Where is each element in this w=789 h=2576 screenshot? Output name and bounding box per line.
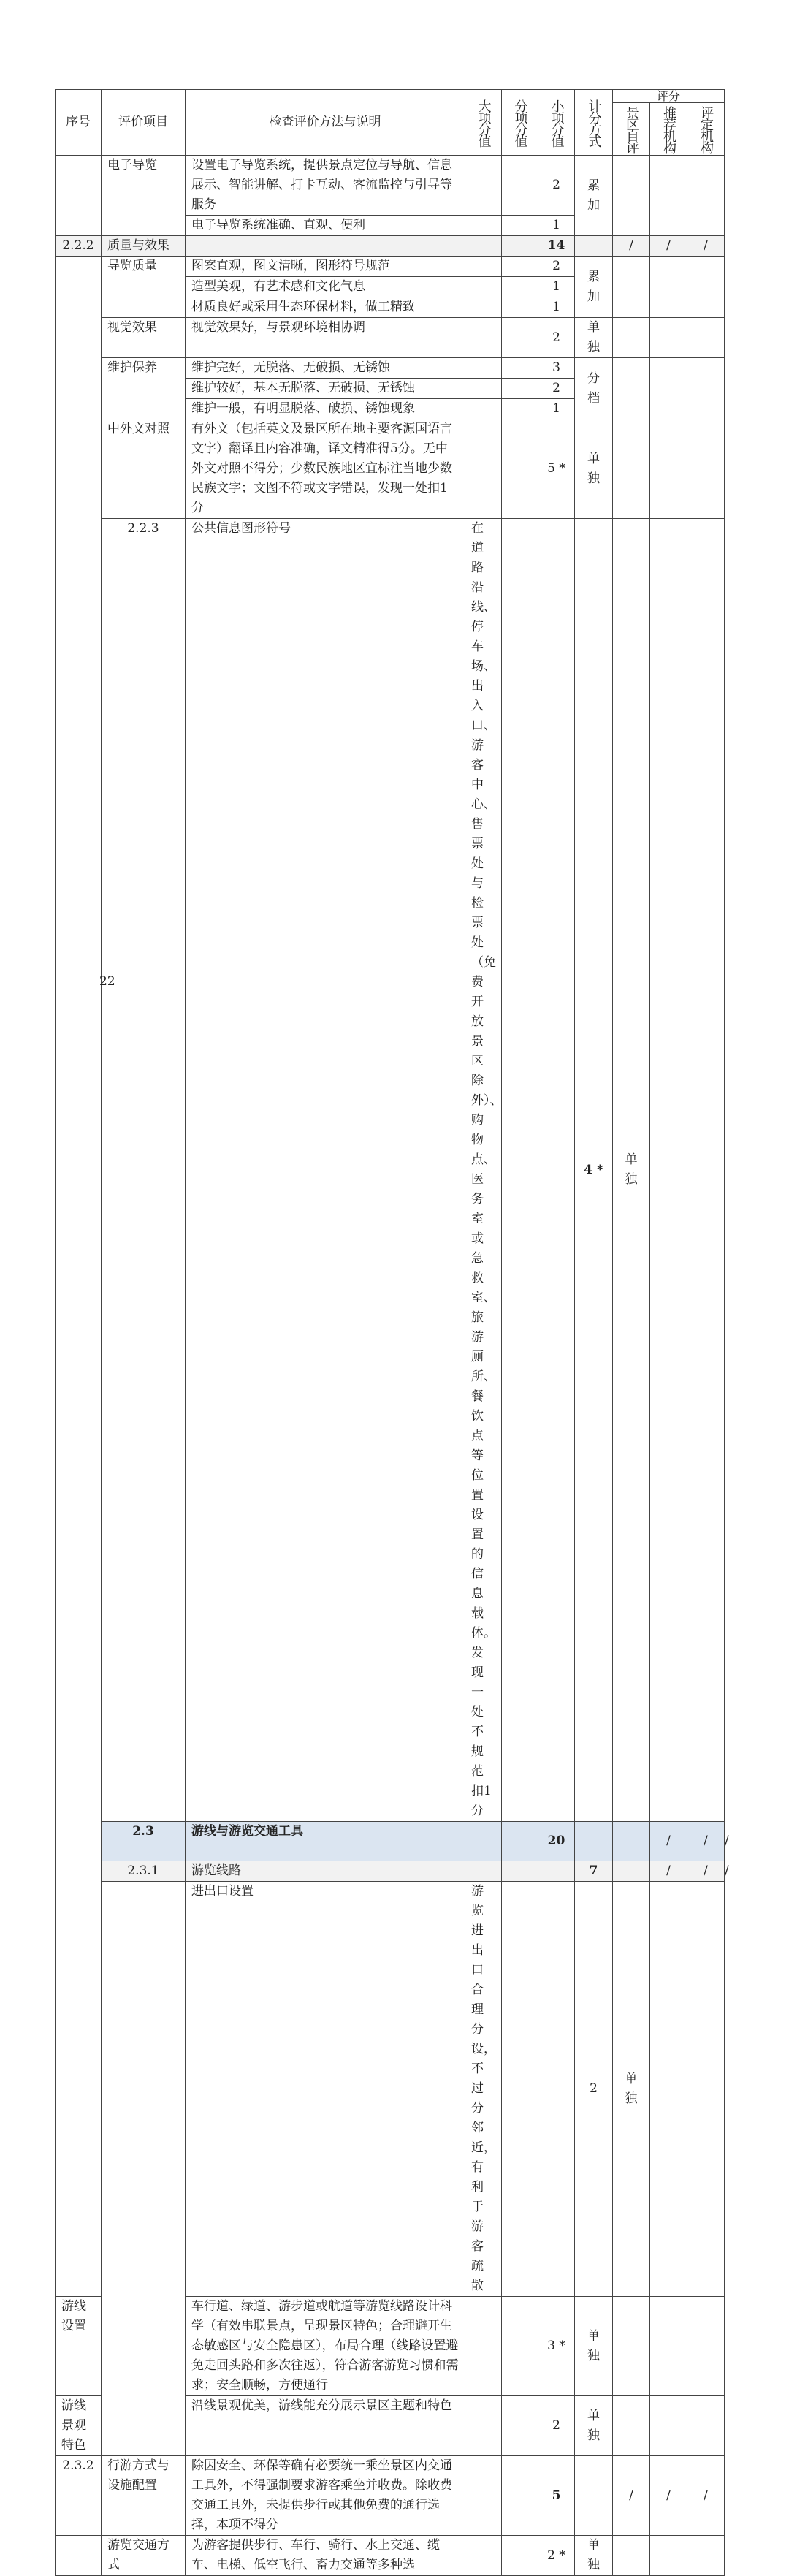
calc-method: 单独 [575, 2297, 613, 2396]
page-number: 22 [99, 974, 115, 989]
table-row: 2.3 游线与游览交通工具 20 / / / [56, 1822, 725, 1861]
header-sub-score: 分项分值 [502, 90, 538, 156]
small-score: 2 [575, 1882, 613, 2297]
small-score: 2 * [538, 2536, 575, 2576]
small-score: 2 [538, 379, 575, 399]
small-score: 14 [538, 236, 575, 257]
header-calc-method: 计分方式 [575, 90, 613, 156]
method-text: 维护一般，有明显脱落、破损、锈蚀现象 [186, 399, 465, 419]
item-label: 游览交通方式 [102, 2536, 186, 2576]
slash-mark: / [613, 236, 650, 257]
seq-number: 2.3.2 [56, 2456, 102, 2536]
method-text: 沿线景观优美，游线能充分展示景区主题和特色 [186, 2396, 465, 2456]
sub-score: 20 [538, 1822, 575, 1861]
item-label: 视觉效果 [102, 318, 186, 358]
small-score: 2 [538, 2396, 575, 2456]
method-text: 为游客提供步行、车行、骑行、水上交通、缆车、电梯、低空飞行、畜力交通等多种选 [186, 2536, 465, 2576]
header-recommend: 推荐机构 [650, 103, 687, 156]
header-seq: 序号 [56, 90, 102, 156]
method-text: 造型美观，有艺术感和文化气息 [186, 277, 465, 297]
table-row [56, 2536, 725, 2576]
small-score: 5 [538, 2456, 575, 2536]
calc-method: 单独 [575, 419, 613, 519]
small-score: 1 [538, 399, 575, 419]
header-assess: 评定机构 [687, 103, 725, 156]
method-text: 材质良好或采用生态环保材料，做工精致 [186, 297, 465, 318]
seq-number: 2.2.3 [102, 519, 186, 1822]
method-text: 车行道、绿道、游步道或航道等游览线路设计科学（有效串联景点，呈现景区特色；合理避开生态敏感区与安全隐患区），布局合理（线路设置避免走回头路和多次往返），符合游客游览习惯和需求；安全顺畅，方便通行 [186, 2297, 465, 2396]
calc-method: 单独 [613, 519, 650, 1822]
calc-method: 分档 [575, 358, 613, 419]
evaluation-table [55, 88, 729, 2576]
slash-mark: / [687, 2456, 725, 2536]
method-text: 有外文（包括英文及景区所在地主要客源国语言文字）翻译且内容准确，译文精准得5分。无中外文对照不得分；少数民族地区宜标注当地少数民族文字；文图不符或文字错误，发现一处扣1分 [186, 419, 465, 519]
method-text: 视觉效果好，与景观环境相协调 [186, 318, 465, 358]
small-score: 1 [538, 277, 575, 297]
table-row [56, 358, 725, 379]
header-scoring: 评分 [613, 90, 725, 103]
calc-method: 累加 [575, 156, 613, 236]
small-score: 7 [575, 1861, 613, 1882]
item-label: 游线景观特色 [56, 2396, 102, 2456]
small-score: 4 * [575, 519, 613, 1822]
slash-mark: / [650, 236, 687, 257]
item-label: 公共信息图形符号 [186, 519, 465, 1822]
method-text: 维护完好，无脱落、无破损、无锈蚀 [186, 358, 465, 379]
item-label: 导览质量 [102, 257, 186, 318]
header-self-eval: 景区自评 [613, 103, 650, 156]
header-small-score: 小项分值 [538, 90, 575, 156]
item-label: 进出口设置 [186, 1882, 465, 2297]
method-text: 在道路沿线、停车场、出入口、游客中心、售票处与检票处（免费开放景区除外）、购物点、医务室或急救室、旅游厕所、餐饮点等位置设置的信息载体。发现一处不规范扣1分 [465, 519, 502, 1822]
calc-method: 单独 [575, 318, 613, 358]
item-label: 行游方式与设施配置 [102, 2456, 186, 2536]
small-score: 2 [538, 318, 575, 358]
item-label: 质量与效果 [102, 236, 186, 257]
table-row [56, 1882, 725, 2297]
method-text: 设置电子导览系统，提供景点定位与导航、信息展示、智能讲解、打卡互动、客流监控与引导等服务 [186, 156, 465, 216]
seq-number: 2.3 [102, 1822, 186, 1861]
slash-mark: / [650, 2456, 687, 2536]
table-row [56, 419, 725, 519]
item-label: 维护保养 [102, 358, 186, 419]
small-score: 2 [538, 257, 575, 277]
method-text: 图案直观，图文清晰，图形符号规范 [186, 257, 465, 277]
small-score: 1 [538, 216, 575, 236]
slash-mark: / [687, 236, 725, 257]
method-text: 电子导览系统准确、直观、便利 [186, 216, 465, 236]
small-score: 3 * [538, 2297, 575, 2396]
header-big-score: 大项分值 [465, 90, 502, 156]
slash-mark: / [687, 1822, 725, 1861]
small-score: 3 [538, 358, 575, 379]
seq-number: 2.3.1 [102, 1861, 186, 1882]
table-row [56, 2456, 725, 2536]
item-label: 电子导览 [102, 156, 186, 236]
calc-method: 单独 [575, 2396, 613, 2456]
method-text: 游览进出口合理分设，不过分邻近，有利于游客疏散 [465, 1882, 502, 2297]
table-row [56, 519, 725, 1822]
method-text: 维护较好，基本无脱落、无破损、无锈蚀 [186, 379, 465, 399]
item-label: 中外文对照 [102, 419, 186, 519]
small-score: 2 [538, 156, 575, 216]
table-row: 2.3.1 游览线路 7 / / / [56, 1861, 725, 1882]
calc-method: 单独 [575, 2536, 613, 2576]
slash-mark: / [650, 1822, 687, 1861]
slash-mark: / [650, 1861, 687, 1882]
table-row [56, 156, 725, 216]
table-row [56, 318, 725, 358]
calc-method: 单独 [613, 1882, 650, 2297]
method-text: 除因安全、环保等确有必要统一乘坐景区内交通工具外，不得强制要求游客乘坐并收费。除收费交通工具外，未提供步行或其他免费的通行选择，本项不得分 [186, 2456, 465, 2536]
header-item: 评价项目 [102, 90, 186, 156]
item-label: 游览线路 [186, 1861, 465, 1882]
header-method: 检查评价方法与说明 [186, 90, 465, 156]
seq-number: 2.2.2 [56, 236, 102, 257]
table-row [56, 257, 725, 277]
item-label: 游线设置 [56, 2297, 102, 2396]
slash-mark: / [613, 2456, 650, 2536]
table-row [56, 236, 725, 257]
item-label: 游线与游览交通工具 [186, 1822, 465, 1861]
small-score: 5 * [538, 419, 575, 519]
calc-method: 累加 [575, 257, 613, 318]
slash-mark: / [687, 1861, 725, 1882]
small-score: 1 [538, 297, 575, 318]
